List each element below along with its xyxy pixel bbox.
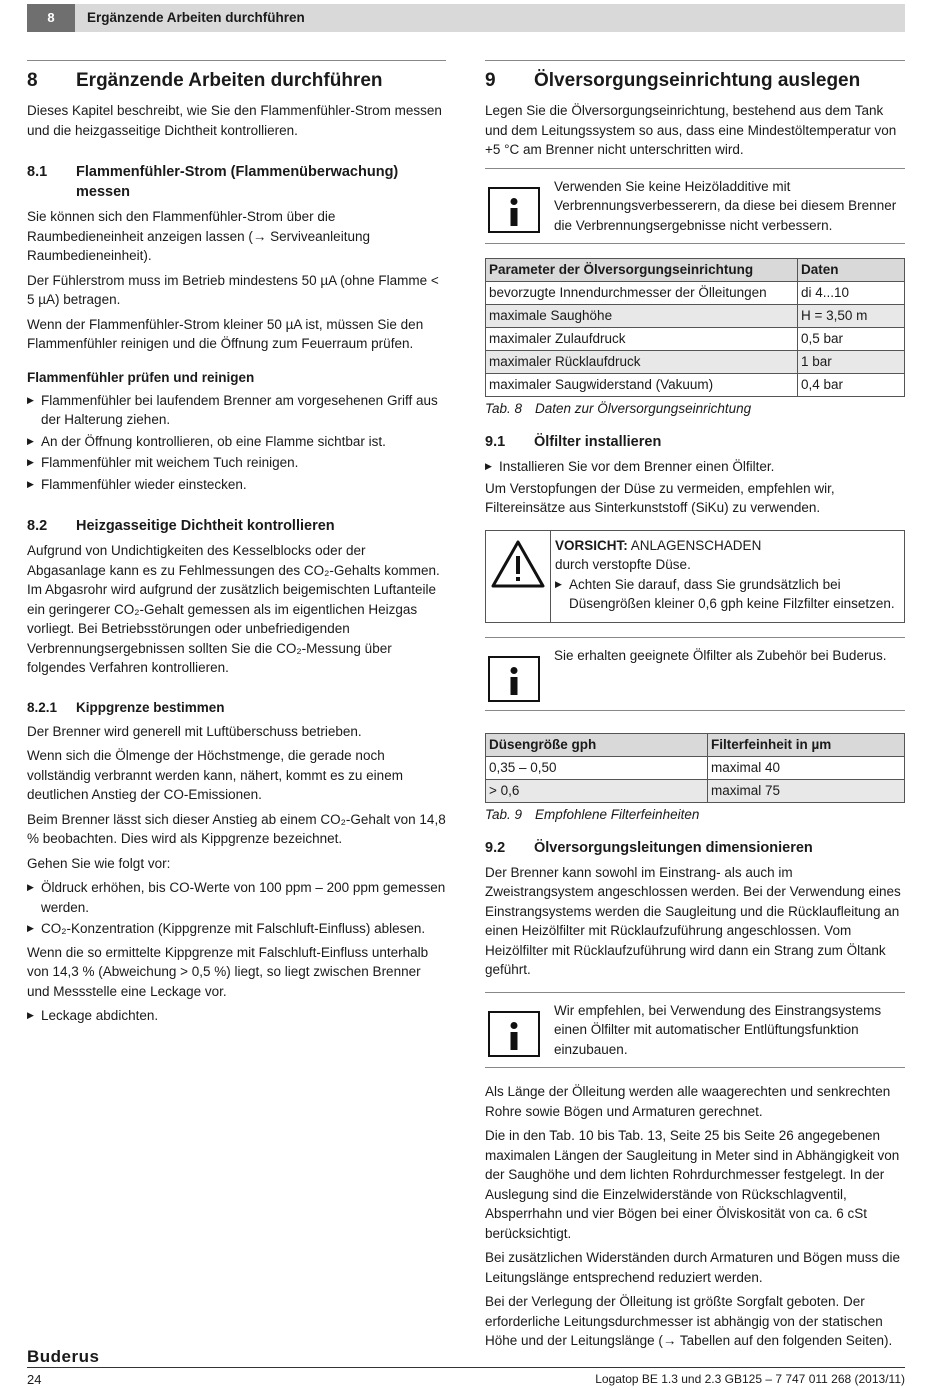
table-header: Daten [798, 259, 905, 282]
table-cell: 0,35 – 0,50 [486, 756, 708, 779]
table-cell: maximaler Saugwiderstand (Vakuum) [486, 374, 798, 397]
brand-logo: Buderus [27, 1347, 100, 1366]
heading-9-2: 9.2 Ölversorgungsleitungen dimensionieren [485, 839, 813, 856]
paragraph: Als Länge der Ölleitung werden alle waagerechten und senkrechten Rohre sowie Bögen und Armaturen gerechnet. [485, 1084, 891, 1119]
table-cell: maximal 40 [708, 756, 905, 779]
table-caption: Tab. 8 Daten zur Ölversorgungseinrichtung [485, 401, 752, 416]
paragraph: Bei zusätzlichen Widerständen durch Armaturen und Bögen muss die Leitungslänge entsprechend reduziert werden. [485, 1250, 900, 1285]
table-header: Düsengröße gph [486, 733, 708, 756]
table-cell: H = 3,50 m [798, 305, 905, 328]
table-cell: maximale Saughöhe [486, 305, 798, 328]
right-column [485, 60, 905, 1356]
subheading-pruefen: Flammenfühler prüfen und reinigen [27, 369, 255, 385]
header-section-number: 8 [27, 4, 75, 32]
list-item: ▶ Leckage abdichten. [27, 1006, 446, 1026]
paragraph: Die in den Tab. 10 bis Tab. 13, Seite 25 bis Seite 26 angegebenen maximalen Längen der Saugleitung in Meter sind in Abhängigkeit von der Saughöhe und dem lichten Rohrdurchmesser festgelegt. In der Auslegung sind die Einzelwiderstände von Rückschlagventil, Absperrhahn und vier Bögen bei einer Ölviskosität von ca. 6 cSt berücksichtigt. [485, 1128, 900, 1241]
table-cell: 0,4 bar [798, 374, 905, 397]
paragraph: Gehen Sie wie folgt vor: [27, 855, 171, 871]
list-item: ▶ Öldruck erhöhen, bis CO-Werte von 100 ppm – 200 ppm gemessen werden. [27, 878, 446, 917]
steps-list [27, 878, 446, 939]
intro-text: Dieses Kapitel beschreibt, wie Sie den Flammenfühler-Strom messen und die heizgasseitige Dichtheit kontrollieren. [27, 103, 442, 138]
list-item: ▶ CO₂-Konzentration (Kippgrenze mit Falschluft-Einfluss) ablesen. [27, 919, 446, 939]
paragraph: Wenn sich die Ölmenge der Höchstmenge, die gerade noch vollständig verbrannt werden kann, nähert, kommt es zu einem deutlichen Anstieg der CO-Emissionen. [27, 748, 403, 802]
footer-divider [27, 1367, 905, 1368]
info-icon [488, 187, 540, 233]
paragraph: Beim Brenner lässt sich dieser Anstieg ab einem CO₂-Gehalt von 14,8 % beobachten. Dies wird als Kippgrenze bezeichnet. [27, 811, 446, 846]
info-note [485, 168, 905, 245]
page-number: 24 [27, 1372, 42, 1387]
document-id: Logatop BE 1.3 und 2.3 GB125 – 7 747 011 268 (2013/11) [595, 1372, 905, 1386]
header-title: Ergänzende Arbeiten durchführen [87, 10, 305, 25]
paragraph: Aufgrund von Undichtigkeiten des Kesselblocks oder der Abgasanlage kann es zu Fehlmessungen des CO₂-Gehalts kommen. Im Abgasrohr wird aufgrund der zusätzlich beigemischten Luftanteile ein geringerer CO₂-Gehalt gemessen als im eigentlichen Heizgas vorliegt. Bei Betriebsstörungen oder unbefriedigenden Verbrennungsergebnissen sollten Sie die CO₂-Messung über folgendes Verfahren kontrollieren. [27, 543, 440, 675]
paragraph: Der Brenner wird generell mit Luftüberschuss betrieben. [27, 723, 362, 739]
table-cell: bevorzugte Innendurchmesser der Ölleitungen [486, 282, 798, 305]
heading-9-1: 9.1 Ölfilter installieren [485, 434, 662, 450]
paragraph: Sie können sich den Flammenfühler-Strom über die Raumbedieneinheit anzeigen lassen (→ Serviveanleitung Raumbedieneinheit). [27, 209, 370, 263]
table-cell: > 0,6 [486, 779, 708, 802]
steps-list [555, 575, 900, 614]
list-item: ▶ Installieren Sie vor dem Brenner einen Ölfilter. [485, 457, 905, 477]
warning-box [485, 530, 905, 623]
warning-title: ANLAGENSCHADEN [630, 537, 762, 553]
steps-list [27, 391, 446, 495]
warning-label: VORSICHT: [555, 537, 628, 553]
note-text: Sie erhalten geeignete Ölfilter als Zubehör bei Buderus. [554, 647, 887, 663]
warning-sub: durch verstopfte Düse. [555, 557, 691, 572]
steps-list [485, 457, 905, 477]
left-column [27, 60, 446, 1028]
table-caption: Tab. 9 Empfohlene Filterfeinheiten [485, 806, 700, 822]
table-cell: maximaler Rücklaufdruck [486, 351, 798, 374]
list-item: ▶ Flammenfühler wieder einstecken. [27, 475, 446, 495]
warning-icon [486, 531, 550, 622]
info-icon [488, 656, 540, 702]
table-cell: di 4...10 [798, 282, 905, 305]
note-text: Verwenden Sie keine Heizöladditive mit Verbrennungsverbesserern, da diese bei diesem Brenner die Verbrennungsergebnisse nicht verbessern. [554, 178, 897, 233]
heading-8-1: 8.1 Flammenfühler-Strom (Flammenüberwachung) messen [27, 164, 399, 200]
paragraph: Der Brenner kann sowohl im Einstrang- als auch im Zweistrangsystem angeschlossen werden. Bei der Verwendung eines Einstrangsystems werden die Saugleitung und die Rücklaufleitung an einen Heizölfilter mit Rücklaufzuführung angeschlossen. Vom Heizölfilter mit Rücklaufzuführung wird dann ein Strang zum Öltank geführt. [485, 864, 901, 977]
info-icon [488, 1011, 540, 1057]
info-note [485, 992, 905, 1069]
paragraph: Wenn die so ermittelte Kippgrenze mit Falschluft-Einfluss unterhalb von 14,3 % (Abweichung > 0,5 %) liegt, so liegt zwischen Brenner und Messstelle eine Leckage vor. [27, 944, 429, 999]
table-8 [485, 258, 905, 397]
note-text: Wir empfehlen, bei Verwendung des Einstrangsystems einen Ölfilter mit automatischer Entlüftungsfunktion einzubauen. [554, 1002, 882, 1057]
heading-8-2-1: 8.2.1 Kippgrenze bestimmen [27, 699, 225, 715]
table-header: Filterfeinheit in µm [708, 733, 905, 756]
table-cell: maximal 75 [708, 779, 905, 802]
table-cell: 0,5 bar [798, 328, 905, 351]
list-item: ▶ Flammenfühler mit weichem Tuch reinigen. [27, 453, 446, 473]
info-note [485, 637, 905, 711]
divider [485, 60, 905, 61]
table-cell: 1 bar [798, 351, 905, 374]
paragraph: Um Verstopfungen der Düse zu vermeiden, empfehlen wir, Filtereinsätze aus Sinterkunststoff (SiKu) zu verwenden. [485, 480, 835, 515]
page-header [27, 4, 905, 32]
paragraph: Bei der Verlegung der Ölleitung ist größte Sorgfalt geboten. Der erforderliche Leitungsdurchmesser ist abhängig von der statischen Höhe und der Leitungslänge (→ Tabellen auf den folgenden Seiten). [485, 1294, 893, 1348]
table-9 [485, 733, 905, 803]
table-cell: maximaler Zulaufdruck [486, 328, 798, 351]
list-item: ▶ Flammenfühler bei laufendem Brenner am vorgesehenen Griff aus der Halterung ziehen. [27, 391, 446, 430]
list-item: ▶ Achten Sie darauf, dass Sie grundsätzlich bei Düsengrößen kleiner 0,6 gph keine Filzfilter einsetzen. [555, 575, 900, 614]
heading-8: 8 Ergänzende Arbeiten durchführen [27, 70, 383, 91]
heading-8-2: 8.2 Heizgasseitige Dichtheit kontrollieren [27, 518, 335, 534]
steps-list [27, 1006, 446, 1026]
table-header: Parameter der Ölversorgungseinrichtung [486, 259, 798, 282]
paragraph: Legen Sie die Ölversorgungseinrichtung, bestehend aus dem Tank und dem Leitungssystem so aus, dass eine Mindestöltemperatur von +5 °C am Brenner nicht unterschritten wird. [485, 103, 897, 157]
heading-9: 9 Ölversorgungseinrichtung auslegen [485, 70, 861, 91]
list-item: ▶ An der Öffnung kontrollieren, ob eine Flamme sichtbar ist. [27, 432, 446, 452]
paragraph: Der Fühlerstrom muss im Betrieb mindestens 50 µA (ohne Flamme < 5 µA) betragen. [27, 272, 439, 307]
paragraph: Wenn der Flammenfühler-Strom kleiner 50 µA ist, müssen Sie den Flammenfühler reinigen und die Öffnung zum Feuerraum prüfen. [27, 316, 424, 351]
divider [27, 60, 446, 61]
